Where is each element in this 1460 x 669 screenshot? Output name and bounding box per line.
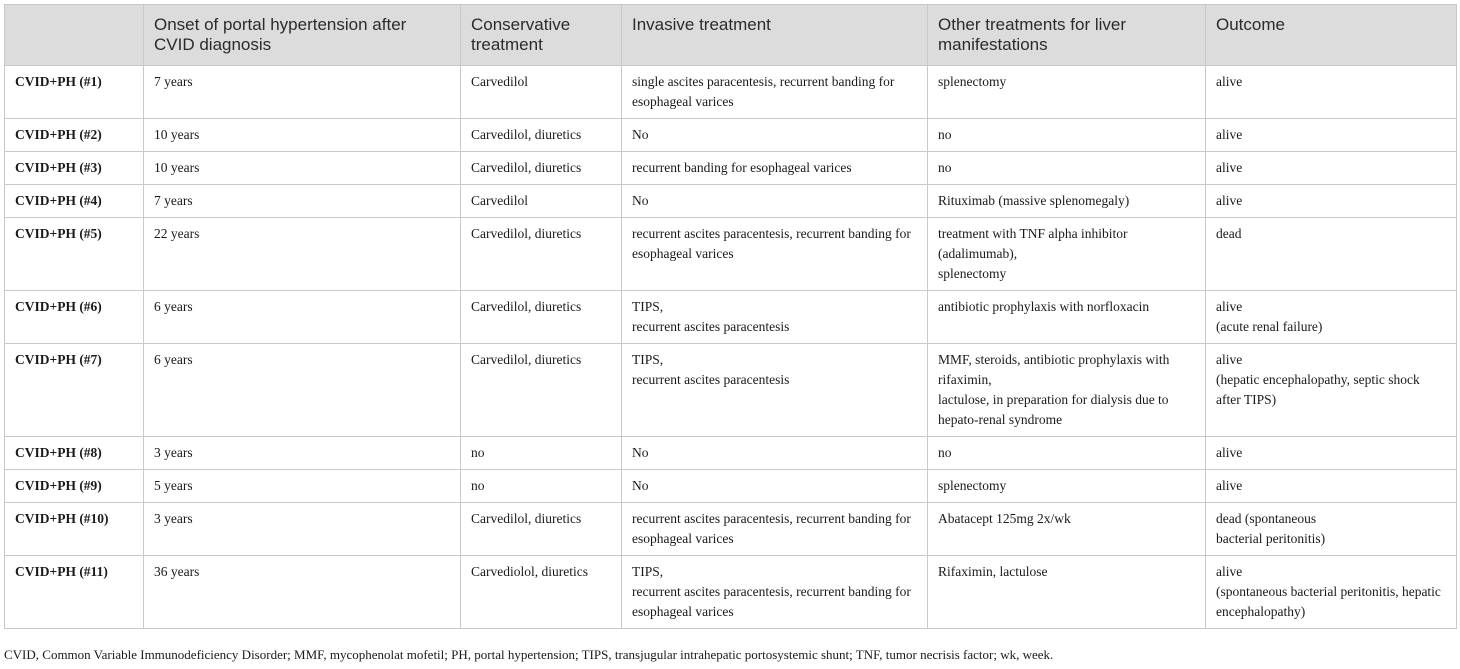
header-other: Other treatments for liver manifestations [928, 5, 1206, 66]
cell-outcome [1206, 556, 1457, 629]
cell-patient: CVID+PH (#2) [5, 119, 144, 152]
cell-other [928, 66, 1206, 119]
cell-line: recurrent ascites paracentesis, recurrent banding for esophageal varices [632, 226, 911, 261]
cell-line: (spontaneous bacterial peritonitis, hepatic encephalopathy) [1216, 584, 1441, 619]
cell-line: TIPS, [632, 352, 664, 367]
cell-patient: CVID+PH (#8) [5, 437, 144, 470]
cell-line: No [632, 127, 649, 142]
cell-outcome [1206, 437, 1457, 470]
table-row [5, 437, 1457, 470]
cell-line: Abatacept 125mg 2x/wk [938, 511, 1071, 526]
cell-line: alive [1216, 299, 1243, 314]
cell-patient: CVID+PH (#11) [5, 556, 144, 629]
cell-invasive [622, 152, 928, 185]
table-row [5, 470, 1457, 503]
cell-line: no [938, 160, 952, 175]
cell-patient: CVID+PH (#9) [5, 470, 144, 503]
cell-onset: 6 years [144, 344, 461, 437]
cell-conservative: Carvedilol, diuretics [461, 503, 622, 556]
cell-outcome [1206, 503, 1457, 556]
cell-other [928, 185, 1206, 218]
cell-other [928, 344, 1206, 437]
cell-line: alive [1216, 352, 1243, 367]
cell-invasive [622, 503, 928, 556]
cell-other [928, 470, 1206, 503]
cell-line: No [632, 445, 649, 460]
cell-patient: CVID+PH (#3) [5, 152, 144, 185]
cell-onset: 36 years [144, 556, 461, 629]
cell-line: no [938, 445, 952, 460]
cell-outcome [1206, 119, 1457, 152]
cell-line: splenectomy [938, 74, 1007, 89]
cell-conservative: no [461, 470, 622, 503]
cell-outcome [1206, 291, 1457, 344]
cell-invasive [622, 218, 928, 291]
cell-line: splenectomy [938, 478, 1007, 493]
cell-outcome [1206, 152, 1457, 185]
header-patient [5, 5, 144, 66]
cell-outcome [1206, 66, 1457, 119]
cell-patient: CVID+PH (#10) [5, 503, 144, 556]
cell-line: alive [1216, 445, 1243, 460]
cell-line: alive [1216, 160, 1243, 175]
cell-line: alive [1216, 127, 1243, 142]
cell-invasive [622, 344, 928, 437]
cell-patient: CVID+PH (#4) [5, 185, 144, 218]
cell-conservative: Carvedilol, diuretics [461, 119, 622, 152]
cell-onset: 3 years [144, 437, 461, 470]
cell-other [928, 218, 1206, 291]
table-row [5, 503, 1457, 556]
cell-other [928, 556, 1206, 629]
cell-line: single ascites paracentesis, recurrent banding for esophageal varices [632, 74, 895, 109]
cell-patient: CVID+PH (#7) [5, 344, 144, 437]
cell-onset: 22 years [144, 218, 461, 291]
cell-other [928, 437, 1206, 470]
cell-line: recurrent ascites paracentesis, recurrent banding for esophageal varices [632, 511, 911, 546]
table-row [5, 218, 1457, 291]
cell-line: (acute renal failure) [1216, 319, 1323, 334]
cell-outcome [1206, 185, 1457, 218]
cell-conservative: Carvediolol, diuretics [461, 556, 622, 629]
cell-onset: 10 years [144, 119, 461, 152]
cell-onset: 7 years [144, 185, 461, 218]
cell-conservative: Carvedilol, diuretics [461, 291, 622, 344]
cell-conservative: Carvedilol, diuretics [461, 218, 622, 291]
cell-invasive [622, 437, 928, 470]
cell-outcome [1206, 218, 1457, 291]
cell-line: TIPS, [632, 299, 664, 314]
cell-line: alive [1216, 478, 1243, 493]
header-onset: Onset of portal hypertension after CVID diagnosis [144, 5, 461, 66]
cell-line: alive [1216, 193, 1243, 208]
cell-invasive [622, 185, 928, 218]
cell-line: bacterial peritonitis) [1216, 531, 1326, 546]
header-outcome: Outcome [1206, 5, 1457, 66]
table-row [5, 556, 1457, 629]
cell-invasive [622, 66, 928, 119]
cell-invasive [622, 119, 928, 152]
cell-line: TIPS, [632, 564, 664, 579]
cell-conservative: Carvedilol, diuretics [461, 344, 622, 437]
cell-outcome [1206, 470, 1457, 503]
cell-line: dead [1216, 226, 1242, 241]
cell-line: lactulose, in preparation for dialysis due to hepato-renal syndrome [938, 392, 1169, 427]
cell-line: dead (spontaneous [1216, 511, 1317, 526]
cell-patient: CVID+PH (#6) [5, 291, 144, 344]
cell-line: recurrent ascites paracentesis [632, 319, 790, 334]
cell-line: Rifaximin, lactulose [938, 564, 1048, 579]
cell-line: recurrent ascites paracentesis, recurrent banding for esophageal varices [632, 584, 911, 619]
table-row [5, 152, 1457, 185]
cell-conservative: Carvedilol [461, 185, 622, 218]
cell-line: No [632, 478, 649, 493]
cell-line: recurrent banding for esophageal varices [632, 160, 852, 175]
cell-line: no [938, 127, 952, 142]
cell-onset: 6 years [144, 291, 461, 344]
cell-onset: 7 years [144, 66, 461, 119]
table-row [5, 291, 1457, 344]
cell-patient: CVID+PH (#5) [5, 218, 144, 291]
header-invasive: Invasive treatment [622, 5, 928, 66]
cell-invasive [622, 470, 928, 503]
cell-line: Rituximab (massive splenomegaly) [938, 193, 1130, 208]
cell-conservative: no [461, 437, 622, 470]
cell-conservative: Carvedilol [461, 66, 622, 119]
cell-outcome [1206, 344, 1457, 437]
cell-other [928, 119, 1206, 152]
cell-line: treatment with TNF alpha inhibitor (adalimumab), [938, 226, 1128, 261]
cell-invasive [622, 556, 928, 629]
table-body [5, 66, 1457, 629]
cell-line: antibiotic prophylaxis with norfloxacin [938, 299, 1150, 314]
cell-onset: 5 years [144, 470, 461, 503]
cell-line: MMF, steroids, antibiotic prophylaxis with rifaximin, [938, 352, 1170, 387]
cell-other [928, 503, 1206, 556]
cell-line: splenectomy [938, 266, 1007, 281]
clinical-table [4, 4, 1457, 629]
table-row [5, 185, 1457, 218]
cell-conservative: Carvedilol, diuretics [461, 152, 622, 185]
cell-onset: 10 years [144, 152, 461, 185]
table-row [5, 66, 1457, 119]
cell-line: alive [1216, 564, 1243, 579]
table-row [5, 119, 1457, 152]
table-footnote: CVID, Common Variable Immunodeficiency Disorder; MMF, mycophenolat mofetil; PH, portal hypertension; TIPS, transjugular intrahepatic portosystemic shunt; TNF, tumor necrisis factor; wk, week. [4, 647, 1054, 662]
cell-line: No [632, 193, 649, 208]
cell-invasive [622, 291, 928, 344]
cell-other [928, 291, 1206, 344]
header-conservative: Conservative treatment [461, 5, 622, 66]
table-row [5, 344, 1457, 437]
table-header-row [5, 5, 1457, 66]
cell-line: alive [1216, 74, 1243, 89]
cell-line: recurrent ascites paracentesis [632, 372, 790, 387]
cell-line: (hepatic encephalopathy, septic shock after TIPS) [1216, 372, 1420, 407]
cell-onset: 3 years [144, 503, 461, 556]
cell-patient: CVID+PH (#1) [5, 66, 144, 119]
cell-other [928, 152, 1206, 185]
